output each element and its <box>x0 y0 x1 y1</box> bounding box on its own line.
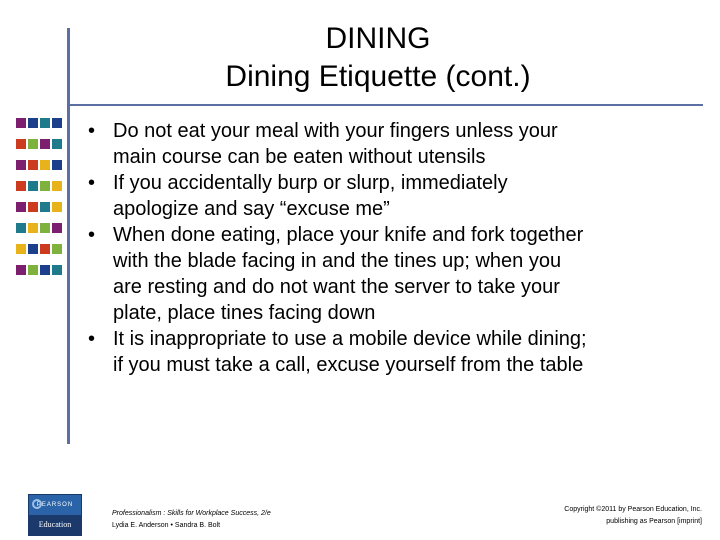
bullet-line: with the blade facing in and the tines up; when you <box>113 250 562 272</box>
decorative-square <box>28 202 38 212</box>
decorative-square <box>52 202 62 212</box>
bullet-item <box>88 222 694 326</box>
bullet-glyph: • <box>88 172 96 194</box>
decorative-square <box>52 244 62 254</box>
bullet-line: apologize and say “excuse me” <box>113 198 390 220</box>
decorative-square <box>16 223 26 233</box>
decorative-square <box>52 139 62 149</box>
decorative-square <box>52 160 62 170</box>
bullet-item <box>88 326 694 378</box>
decorative-square <box>40 181 50 191</box>
decorative-square <box>28 265 38 275</box>
bullet-item <box>88 118 694 170</box>
decorative-square <box>28 118 38 128</box>
horizontal-accent-line <box>67 104 703 106</box>
logo-top-text: PEARSON <box>36 502 74 508</box>
decorative-square <box>40 223 50 233</box>
decorative-square <box>40 118 50 128</box>
bullet-glyph: • <box>88 120 96 142</box>
title-line-2: Dining Etiquette (cont.) <box>225 60 531 93</box>
decorative-square <box>28 160 38 170</box>
decorative-square <box>16 265 26 275</box>
decorative-square <box>40 160 50 170</box>
bullet-glyph: • <box>88 224 96 246</box>
bullet-line: plate, place tines facing down <box>113 302 376 324</box>
decorative-square <box>28 139 38 149</box>
logo-ring-icon <box>32 499 42 509</box>
footer-copyright <box>564 504 702 528</box>
decorative-square <box>52 265 62 275</box>
decorative-square <box>16 118 26 128</box>
decorative-square <box>40 139 50 149</box>
decorative-square <box>28 181 38 191</box>
logo-bottom-text: Education <box>29 515 81 535</box>
title-line-1: DINING <box>325 22 431 55</box>
footer-book-info <box>112 508 271 532</box>
bullet-line: It is inappropriate to use a mobile device while dining; <box>113 328 587 350</box>
bullet-line: if you must take a call, excuse yourself from the table <box>113 354 584 376</box>
footer-book-title: Professionalism : Skills for Workplace Success, 2/e <box>112 510 271 517</box>
bullet-line: If you accidentally burp or slurp, immediately <box>113 172 508 194</box>
decorative-square <box>40 244 50 254</box>
decorative-square <box>28 244 38 254</box>
footer-authors: Lydia E. Anderson • Sandra B. Bolt <box>112 522 221 529</box>
decorative-square <box>40 265 50 275</box>
decorative-square <box>52 118 62 128</box>
slide-title <box>70 20 686 96</box>
bullet-line: Do not eat your meal with your fingers unless your <box>113 120 558 142</box>
bullet-line: are resting and do not want the server to take your <box>113 276 560 298</box>
logo-top <box>29 495 81 515</box>
decorative-square <box>16 202 26 212</box>
copyright-line-1: Copyright ©2011 by Pearson Education, Inc. <box>564 506 702 513</box>
decorative-square <box>16 181 26 191</box>
decorative-square <box>16 244 26 254</box>
decorative-square <box>40 202 50 212</box>
bullet-line: main course can be eaten without utensils <box>113 146 486 168</box>
pearson-logo <box>28 494 82 536</box>
bullet-line: When done eating, place your knife and fork together <box>113 224 584 246</box>
decorative-square <box>28 223 38 233</box>
decorative-square <box>52 223 62 233</box>
decorative-square <box>16 139 26 149</box>
bullet-list <box>88 118 694 378</box>
bullet-item <box>88 170 694 222</box>
decorative-square <box>16 160 26 170</box>
copyright-line-2: publishing as Pearson [imprint] <box>606 518 702 525</box>
decorative-square <box>52 181 62 191</box>
bullet-glyph: • <box>88 328 96 350</box>
